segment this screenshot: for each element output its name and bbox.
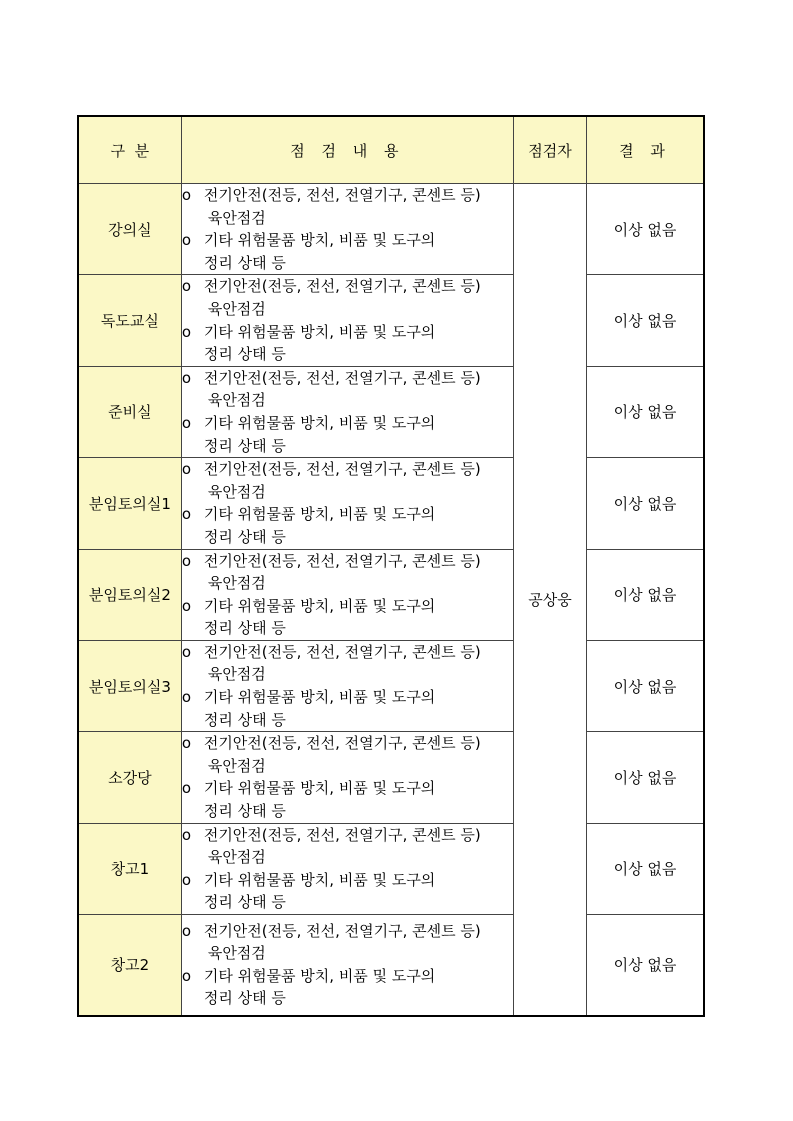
check-item-continuation: 정리 상태 등 <box>203 527 286 546</box>
check-item <box>182 595 513 618</box>
check-item-text: 기타 위험물품 방치, 비품 및 도구의 <box>203 779 436 798</box>
row-result: 이상 없음 <box>587 275 704 366</box>
check-item <box>182 920 513 943</box>
check-item-continuation: 정리 상태 등 <box>203 436 286 455</box>
check-item-continuation: 육안점검 <box>207 482 266 501</box>
check-item <box>182 732 513 755</box>
check-item-text: 기타 위험물품 방치, 비품 및 도구의 <box>203 688 436 707</box>
check-item <box>182 641 513 664</box>
bullet-icon: o <box>181 368 192 387</box>
check-item-text: 기타 위험물품 방치, 비품 및 도구의 <box>203 505 436 524</box>
check-item <box>182 869 513 892</box>
row-category: 분임토의실1 <box>78 458 181 549</box>
row-result: 이상 없음 <box>587 915 704 1016</box>
row-category: 창고1 <box>78 823 181 914</box>
row-content <box>181 549 513 640</box>
row-content <box>181 275 513 366</box>
row-content <box>181 458 513 549</box>
check-item-continuation: 정리 상태 등 <box>203 893 286 912</box>
row-result: 이상 없음 <box>587 549 704 640</box>
check-item <box>182 184 513 207</box>
bullet-icon: o <box>181 921 192 940</box>
row-result: 이상 없음 <box>587 458 704 549</box>
table-row <box>78 366 704 457</box>
table-row <box>78 275 704 366</box>
check-item-continuation: 정리 상태 등 <box>203 253 286 272</box>
bullet-icon: o <box>181 966 192 985</box>
row-result: 이상 없음 <box>587 184 704 275</box>
check-item <box>182 458 513 481</box>
header-category: 구 분 <box>78 116 181 184</box>
table-row <box>78 640 704 731</box>
row-content <box>181 640 513 731</box>
check-item-continuation: 정리 상태 등 <box>203 710 286 729</box>
check-item-text: 기타 위험물품 방치, 비품 및 도구의 <box>203 870 436 889</box>
check-item <box>182 503 513 526</box>
check-item-continuation: 육안점검 <box>207 756 266 775</box>
row-content <box>181 184 513 275</box>
check-item-text: 전기안전(전등, 전선, 전열기구, 콘센트 등) <box>203 734 481 753</box>
check-item-continuation: 정리 상태 등 <box>203 619 286 638</box>
check-item-continuation: 육안점검 <box>207 848 266 867</box>
check-item <box>182 824 513 847</box>
table-row <box>78 823 704 914</box>
table-row <box>78 184 704 275</box>
check-item-text: 기타 위험물품 방치, 비품 및 도구의 <box>203 966 436 985</box>
check-item-continuation: 육안점검 <box>207 665 266 684</box>
row-content <box>181 732 513 823</box>
check-item <box>182 965 513 988</box>
table-row <box>78 549 704 640</box>
inspector-name: 공상웅 <box>513 184 586 1016</box>
row-category: 분임토의실2 <box>78 549 181 640</box>
bullet-icon: o <box>181 825 192 844</box>
inspection-table <box>77 115 705 1017</box>
check-item-text: 전기안전(전등, 전선, 전열기구, 콘센트 등) <box>203 368 481 387</box>
bullet-icon: o <box>181 596 192 615</box>
row-category: 독도교실 <box>78 275 181 366</box>
check-item <box>182 229 513 252</box>
bullet-icon: o <box>181 551 192 570</box>
check-item-text: 기타 위험물품 방치, 비품 및 도구의 <box>203 596 436 615</box>
row-content <box>181 823 513 914</box>
check-item-text: 전기안전(전등, 전선, 전열기구, 콘센트 등) <box>203 186 481 204</box>
row-result: 이상 없음 <box>587 366 704 457</box>
check-item-continuation: 육안점검 <box>207 574 266 593</box>
bullet-icon: o <box>181 231 192 250</box>
bullet-icon: o <box>181 186 192 204</box>
table-row <box>78 915 704 1016</box>
check-item <box>182 321 513 344</box>
check-item <box>182 777 513 800</box>
table-row <box>78 732 704 823</box>
header-inspector: 점검자 <box>513 116 586 184</box>
row-content <box>181 366 513 457</box>
check-item <box>182 367 513 390</box>
header-result: 결 과 <box>587 116 704 184</box>
row-result: 이상 없음 <box>587 640 704 731</box>
check-item-text: 전기안전(전등, 전선, 전열기구, 콘센트 등) <box>203 551 481 570</box>
bullet-icon: o <box>181 413 192 432</box>
check-item-continuation: 육안점검 <box>207 944 266 963</box>
check-item-continuation: 정리 상태 등 <box>203 802 286 821</box>
check-item <box>182 686 513 709</box>
row-category: 소강당 <box>78 732 181 823</box>
check-item-text: 전기안전(전등, 전선, 전열기구, 콘센트 등) <box>203 642 481 661</box>
row-category: 분임토의실3 <box>78 640 181 731</box>
table-row <box>78 458 704 549</box>
bullet-icon: o <box>181 688 192 707</box>
row-category: 창고2 <box>78 915 181 1016</box>
check-item <box>182 412 513 435</box>
row-content <box>181 915 513 1016</box>
bullet-icon: o <box>181 734 192 753</box>
check-item <box>182 275 513 298</box>
check-item-text: 기타 위험물품 방치, 비품 및 도구의 <box>203 413 436 432</box>
check-item-text: 기타 위험물품 방치, 비품 및 도구의 <box>203 231 436 250</box>
bullet-icon: o <box>181 870 192 889</box>
header-row <box>78 116 704 184</box>
row-result: 이상 없음 <box>587 732 704 823</box>
header-content: 점 검 내 용 <box>181 116 513 184</box>
row-category: 강의실 <box>78 184 181 275</box>
check-item-continuation: 육안점검 <box>207 299 266 318</box>
bullet-icon: o <box>181 642 192 661</box>
bullet-icon: o <box>181 505 192 524</box>
row-result: 이상 없음 <box>587 823 704 914</box>
check-item-continuation: 육안점검 <box>207 208 266 227</box>
check-item-text: 전기안전(전등, 전선, 전열기구, 콘센트 등) <box>203 277 481 296</box>
bullet-icon: o <box>181 779 192 798</box>
check-item-text: 전기안전(전등, 전선, 전열기구, 콘센트 등) <box>203 921 481 940</box>
bullet-icon: o <box>181 277 192 296</box>
bullet-icon: o <box>181 322 192 341</box>
check-item-text: 전기안전(전등, 전선, 전열기구, 콘센트 등) <box>203 460 481 479</box>
row-category: 준비실 <box>78 366 181 457</box>
check-item-continuation: 정리 상태 등 <box>203 345 286 364</box>
check-item-continuation: 정리 상태 등 <box>203 989 286 1008</box>
check-item-text: 기타 위험물품 방치, 비품 및 도구의 <box>203 322 436 341</box>
check-item-text: 전기안전(전등, 전선, 전열기구, 콘센트 등) <box>203 825 481 844</box>
check-item <box>182 550 513 573</box>
check-item-continuation: 육안점검 <box>207 391 266 410</box>
bullet-icon: o <box>181 460 192 479</box>
